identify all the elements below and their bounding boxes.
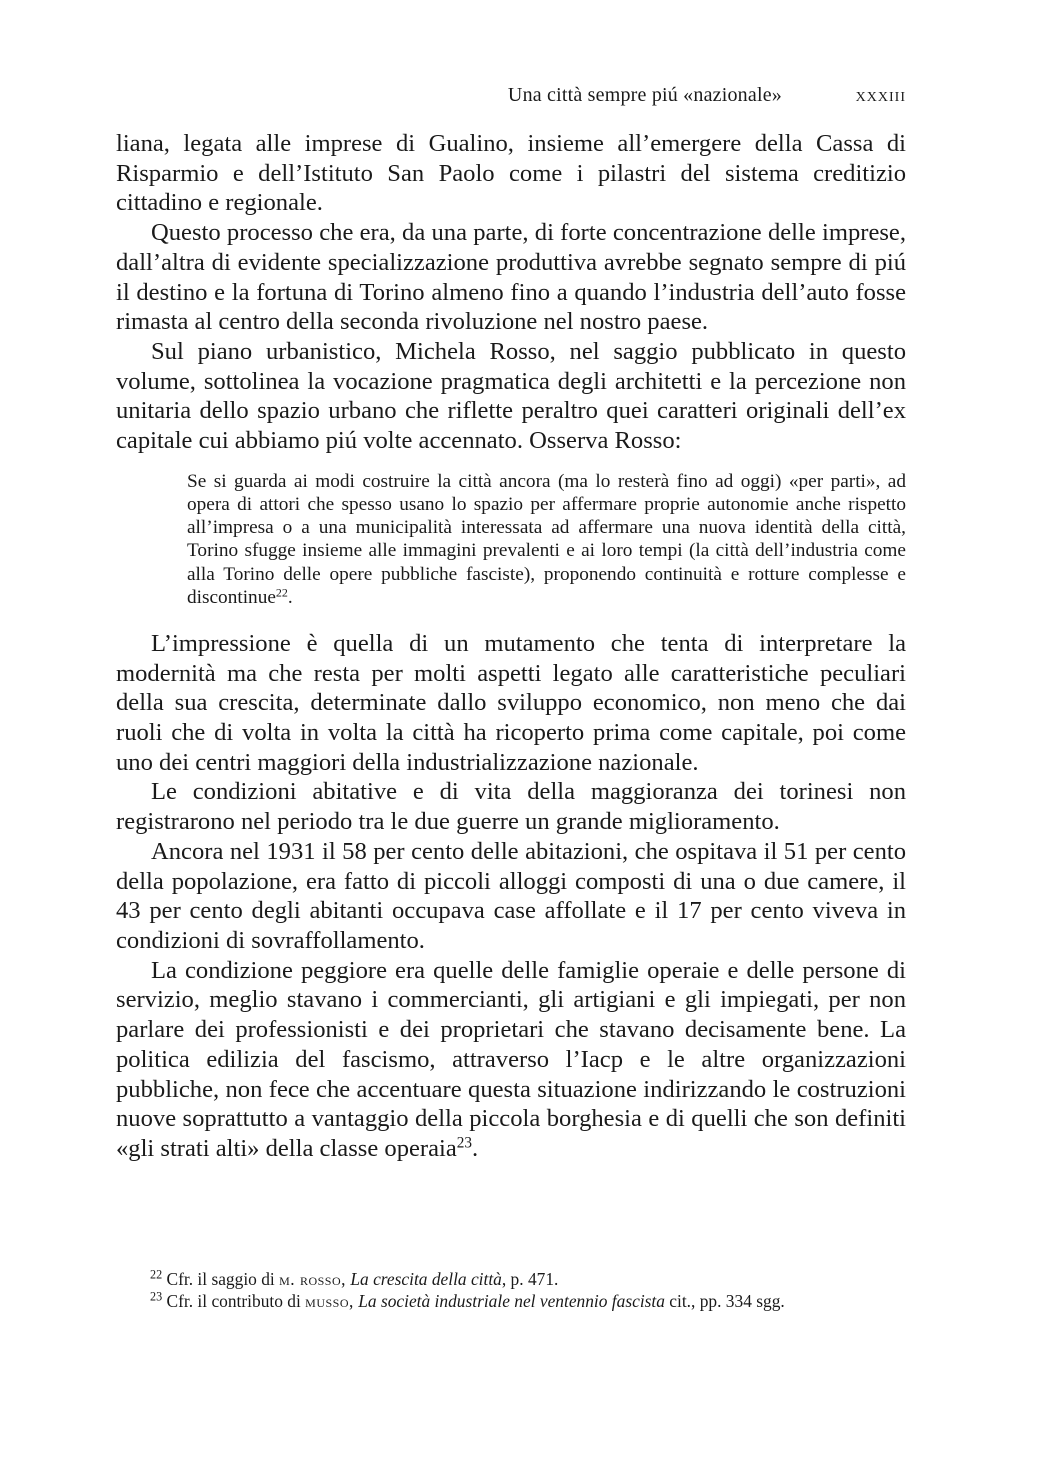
footnote-author: m. rosso, [279,1269,346,1289]
footnote-number: 23 [150,1289,163,1304]
paragraph-end: . [472,1134,479,1162]
footnote-ref[interactable]: 23 [456,1134,473,1152]
footnotes [150,1268,910,1312]
paragraph: L’impressione è quella di un mutamento che tenta di interpretare la modernità ma che resta per molti aspetti legato alle caratteristiche peculiari della sua crescita, determinate dallo sviluppo economico, non meno che dai ruoli che di volta in volta la città ha ricoperto prima come capitale, poi come uno dei centri maggiori della industrializzazione nazionale. [116,629,906,776]
footnote-title: La crescita della città [350,1269,502,1289]
footnote-title: La società industriale nel ventennio fascista [358,1291,665,1311]
footnote-prefix: Cfr. il saggio di [166,1269,275,1289]
running-title: Una città sempre piú «nazionale» [507,84,782,106]
quote-end: . [287,586,293,608]
paragraph: liana, legata alle imprese di Gualino, insieme all’emergere della Cassa di Risparmio e dell’Istituto San Paolo come i pilastri del sistema creditizio cittadino e regionale. [116,130,906,217]
page-header [116,84,906,112]
footnote-number: 22 [150,1267,163,1282]
footnote [150,1268,910,1290]
block-quote [187,470,906,609]
footnote-suffix: , p. 471. [501,1269,559,1289]
paragraph [116,956,906,1164]
footnote-author: musso, [305,1291,354,1311]
paragraph: Sul piano urbanistico, Michela Rosso, nel saggio pubblicato in questo volume, sottolinea la vocazione pragmatica degli architetti e la percezione non unitaria dello spazio urbano che riflette peraltro quei caratteri originali dell’ex capitale cui abbiamo piú volte accennato. Osserva Rosso: [116,337,906,455]
footnote-ref[interactable]: 22 [275,585,288,600]
paragraph: Questo processo che era, da una parte, di forte concentrazione delle imprese, dall’altra di evidente specializzazione produttiva avrebbe segnato sempre di piú il destino e la fortuna di Torino almeno fino a quando l’industria dell’auto fosse rimasta al centro della seconda rivoluzione nel nostro paese. [116,219,906,336]
footnote [150,1290,910,1312]
paragraph: Le condizioni abitative e di vita della maggioranza dei torinesi non registrarono nel periodo tra le due guerre un grande miglioramento. [116,778,906,836]
page-number: xxxiii [855,84,906,106]
footnote-prefix: Cfr. il contributo di [166,1291,301,1311]
quote-text: Se si guarda ai modi costruire la città ancora (ma lo resterà fino ad oggi) «per parti», ad opera di attori che spesso usano lo spazio per affermare proprie autonomie anche rispetto all’impresa o a una municipalità interessata ad affermare una nuova identità della città, Torino sfugge insieme alle immagini prevalenti e ai loro tempi (la città dell’industria come alla Torino delle opere pubbliche fasciste), proponendo continuità e rotture complesse e discontinue [187,470,906,608]
paragraph: Ancora nel 1931 il 58 per cento delle abitazioni, che ospitava il 51 per cento della popolazione, era fatto di piccoli alloggi composti di una o due camere, il 43 per cento degli abitanti occupava case affollate e il 17 per cento viveva in condizioni di sovraffollamento. [116,837,906,954]
main-text [116,129,906,1164]
footnote-suffix: cit., pp. 334 sgg. [664,1291,785,1311]
paragraph-text: La condizione peggiore era quelle delle famiglie operaie e delle persone di servizio, meglio stavano i commercianti, gli artigiani e gli impiegati, per non parlare dei professionisti e dei proprietari che stavano decisamente bene. La politica edilizia del fascismo, attraverso l’Iacp e le altre organizzazioni pubbliche, non fece che accentuare questa situazione indirizzando le costruzioni nuove soprattutto a vantaggio della piccola borghesia e di quelli che son definiti «gli strati alti» della classe operaia [116,956,906,1162]
